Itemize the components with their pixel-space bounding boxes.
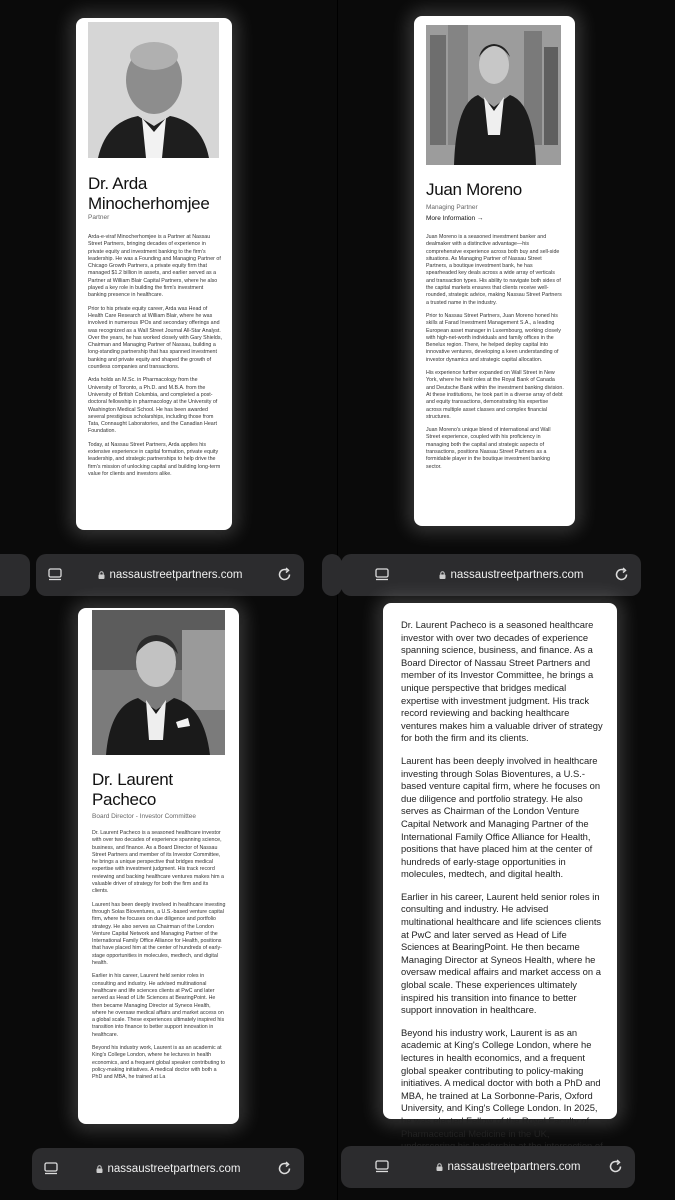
reload-icon[interactable] bbox=[277, 1161, 292, 1176]
bio-paragraph: Earlier in his career, Laurent held senior roles in consulting and industry. He advised multinational healthcare and life sciences clients at PwC and later served as Head of Life Sciences at BearingPoint. He then became Managing Director at Syneos Health, where he oversaw medical affairs and market access on a global scale. These experiences ultimately inspired his transition into finance to better support innovation in healthcare. bbox=[401, 890, 602, 1016]
profile-name: Dr. Arda Minocherhomjee bbox=[88, 174, 210, 213]
url-bar[interactable] bbox=[36, 554, 304, 596]
portrait-juan bbox=[426, 25, 561, 165]
bio-paragraph: Prior to Nassau Street Partners, Juan Moreno honed his skills at Farad Investment Management S.A., a leading European asset manager in Luxembourg, working closely with high-net-worth individuals and family offices in the Benelux region. There, he helped deploy capital into innovative ventures, developing a keen understanding of investor dynamics and strategic capital allocation. bbox=[426, 312, 561, 363]
url-text-wrap[interactable] bbox=[381, 1146, 635, 1188]
lock-icon bbox=[436, 1163, 443, 1171]
portrait-laurent bbox=[92, 610, 225, 755]
bio-card-laurent bbox=[383, 603, 617, 1139]
bio-paragraph: Laurent has been deeply involved in healthcare investing through Solas Bioventures, a U.S.-based venture capital firm, where he focuses on due diligence and portfolio strategy. He also serves as Chairman of the London Venture Capital Network and Managing Partner of the International Family Office Alliance for Health, positions that have placed him at the center of hundreds of early-stage opportunities in molecules, medtech, and digital health. bbox=[401, 754, 601, 880]
url-text[interactable]: nassaustreetpartners.com bbox=[107, 1163, 241, 1175]
lock-icon bbox=[96, 1165, 103, 1173]
profile-bio bbox=[92, 830, 226, 1122]
url-bar[interactable] bbox=[341, 1146, 635, 1188]
url-text-wrap[interactable] bbox=[381, 554, 641, 596]
more-information-link[interactable]: More Information → bbox=[426, 215, 484, 222]
bio-paragraph: Dr. Laurent Pacheco is a seasoned healthcare investor with over two decades of experience spanning science, business, and finance. As a Board Director of Nassau Street Partners and member of its Investor Committee, he brings a unique perspective that bridges medical expertise with investment judgment. His track record reviewing and backing healthcare ventures makes him a valuable driver of strategy for both the firm and its clients. bbox=[92, 830, 224, 895]
bio-paragraph: Earlier in his career, Laurent held senior roles in consulting and industry. He advised multinational healthcare and life sciences clients at PwC and later served as Head of Life Sciences at BearingPoint. He then became Managing Director at Syneos Health, where he oversaw medical affairs and market access on a global scale. These experiences ultimately inspired his transition into finance to better support innovation in healthcare. bbox=[92, 973, 225, 1038]
url-text-wrap[interactable] bbox=[32, 1148, 304, 1190]
portrait-arda bbox=[88, 22, 219, 158]
bio-paragraph: Dr. Laurent Pacheco is a seasoned healthcare investor with over two decades of experience spanning science, business, and finance. As a Board Director of Nassau Street Partners and member of its Investor Committee, he brings a unique perspective that bridges medical expertise with investment judgment. His track record reviewing and backing healthcare ventures makes him a valuable driver of strategy for both the firm and its clients. bbox=[401, 619, 603, 744]
bio-paragraph: His experience further expanded on Wall Street in New York, where he held roles at the Royal Bank of Canada and Deutsche Bank within the investment banking division. At these institutions, he took part in a diverse array of debt and equity transactions, demonstrating his expertise across multiple asset classes and complex financial structures. bbox=[426, 370, 564, 420]
profile-role: Board Director - Investor Committee bbox=[92, 813, 197, 820]
profile-bio bbox=[426, 234, 564, 477]
adjacent-url-bar-edge bbox=[322, 554, 342, 596]
bio-paragraph: Beyond his industry work, Laurent is as an academic at King's College London, where he lectures in health economics, and a frequent global speaker contributing to policy-making initiatives. A medical doctor with both a PhD and MBA, he trained at La bbox=[92, 1045, 226, 1081]
profile-role: Partner bbox=[88, 214, 110, 221]
screenshot-laurent-bio bbox=[338, 600, 675, 1200]
lock-icon bbox=[439, 571, 446, 579]
profile-name: Dr. Laurent Pacheco bbox=[92, 770, 173, 809]
profile-role: Managing Partner bbox=[426, 204, 478, 211]
profile-card-arda bbox=[76, 18, 232, 530]
bio-paragraph: Beyond his industry work, Laurent is as an academic at King's College London, where he lectures in health economics, and a frequent global speaker contributing to policy-making initiatives. A medical doctor with both a PhD and MBA, he trained at La Sorbonne-Paris, Oxford University, and King's College London. In 2025, he was elected Fellow of the Royal Faculty of Pharmaceutical Medicine in the UK, bbox=[401, 1026, 601, 1139]
screenshot-arda bbox=[0, 0, 337, 600]
profile-card-laurent bbox=[78, 608, 239, 1124]
profile-name: Juan Moreno bbox=[426, 180, 522, 199]
profile-bio bbox=[88, 234, 222, 484]
url-text[interactable]: nassaustreetpartners.com bbox=[450, 569, 584, 581]
bio-paragraph: Juan Moreno is a seasoned investment banker and dealmaker with a distinctive advantage—his comprehensive experience across both buy and sell-side situations. As Managing Partner of Nassau Street Partners, a boutique investment bank, he has spearheaded key deals across a wide array of verticals and transaction types. His ability to navigate both sides of the capital markets ensures that clients receive well-rounded, strategic advice, making Nassau Street Partners a trusted name in the industry. bbox=[426, 234, 562, 306]
bio-paragraph: Prior to his private equity career, Arda was Head of Health Care Research at William Blair, where he was involved in numerous IPOs and secondary offerings and was recognized as a Wall Street Journal All-Star Analyst. Over the years, he has worked closely with Gary Shields, Chairman and Managing Partner of Nassau, building a long-standing partnership that has spanned investment banking and private equity and shaped the growth of countless companies and transactions. bbox=[88, 305, 222, 371]
adjacent-url-bar-edge bbox=[0, 554, 30, 596]
url-bar[interactable] bbox=[32, 1148, 304, 1190]
url-text-wrap[interactable] bbox=[36, 554, 304, 596]
reload-icon[interactable] bbox=[277, 567, 292, 582]
lock-icon bbox=[98, 571, 105, 579]
bio-paragraph: Juan Moreno's unique blend of international and Wall Street experience, coupled with his proficiency in managing both the capital and strategic aspects of transactions, positions Nassau Street Partners as a formidable player in the boutique investment banking sector. bbox=[426, 427, 551, 470]
bio-paragraph: Arda-e-viraf Minocherhomjee is a Partner at Nassau Street Partners, bringing decades of experience in private equity and investment banking to the firm's leadership. He was a Founding and Managing Partner of Chicago Growth Partners, a private equity firm that managed $1.2 billion in assets, and earlier served as a Partner at William Blair Capital Partners, where he also played a key role in building the firm's investment banking presence in healthcare. bbox=[88, 234, 221, 299]
reload-icon[interactable] bbox=[614, 567, 629, 582]
profile-bio bbox=[401, 619, 603, 1175]
screenshot-juan bbox=[338, 0, 675, 600]
screenshot-laurent-card bbox=[0, 600, 337, 1200]
bio-paragraph: Today, at Nassau Street Partners, Arda applies his extensive experience in capital formation, private equity leadership, and strategic partnerships to help drive the firm's mission of unlocking capital and building long-term value for clients and investors alike. bbox=[88, 441, 221, 477]
bio-paragraph: Arda holds an M.Sc. in Pharmacology from the University of Toronto, a Ph.D. and M.B.A. from the University of British Columbia, and completed a post-doctoral fellowship in pharmacology at the University of Washington Medical School. He has been awarded several prestigious scholarships, including those from Tata, Connaught Laboratories, and the Canadian Heart Foundation. bbox=[88, 377, 218, 435]
url-bar[interactable] bbox=[341, 554, 641, 596]
reload-icon[interactable] bbox=[608, 1159, 623, 1174]
url-text[interactable]: nassaustreetpartners.com bbox=[447, 1161, 581, 1173]
profile-card-juan bbox=[414, 16, 575, 526]
bio-paragraph: Laurent has been deeply involved in healthcare investing through Solas Bioventures, a U.S.-based venture capital firm, where he focuses on due diligence and portfolio strategy. He also serves as Chairman of the London Venture Capital Network and Managing Partner of the International Family Office Alliance for Health, positions that have placed him at the center of hundreds of early-stage opportunities in molecules, medtech, and digital health. bbox=[92, 901, 226, 967]
url-text[interactable]: nassaustreetpartners.com bbox=[109, 569, 243, 581]
